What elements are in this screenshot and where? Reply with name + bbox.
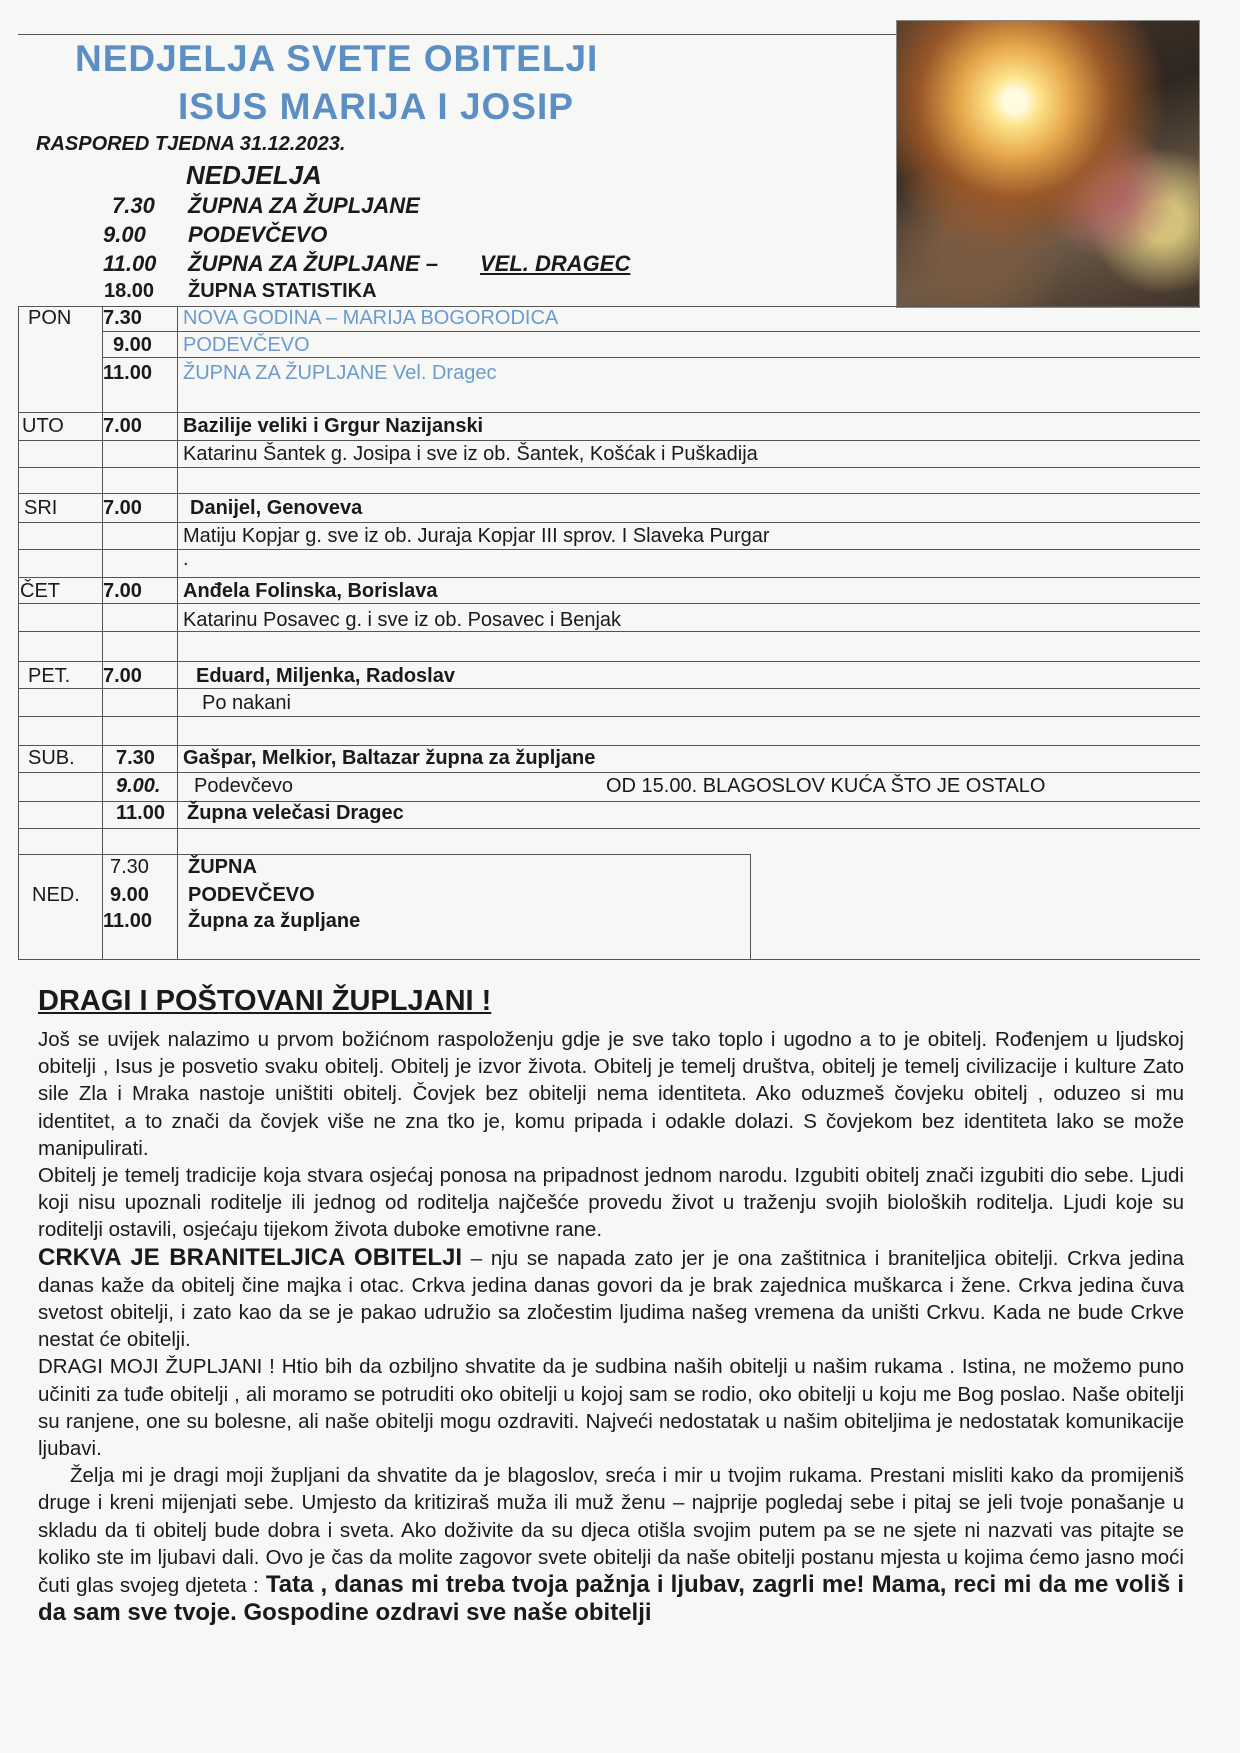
sri-intention: Matiju Kopjar g. sve iz ob. Juraja Kopjar III sprov. I Slaveka Purgar [183,525,770,547]
schedule-label: RASPORED TJEDNA 31.12.2023. [36,133,346,155]
sunday-time-3: 11.00 [103,251,157,276]
pon-time-2: 9.00 [113,334,152,356]
pet-intention: Po nakani [202,692,291,714]
grid-line [750,854,751,959]
sub-time-1: 7.30 [116,747,155,769]
sri-time: 7.00 [103,497,142,519]
uto-time: 7.00 [103,415,142,437]
day-cet: ČET [20,580,60,602]
grid-line [102,331,1200,332]
grid-line [18,828,1200,829]
message-body [38,1026,1184,1627]
message-heading: DRAGI I POŠTOVANI ŽUPLJANI ! [38,985,492,1017]
pet-time: 7.00 [103,665,142,687]
sunday-time-4: 18.00 [104,280,155,302]
sunday-mass-3-extra: VEL. DRAGEC [480,251,631,276]
ned-mass-1: ŽUPNA [188,856,257,878]
ned-time-3: 11.00 [103,910,152,932]
sunday-mass-2: PODEVČEVO [188,222,328,247]
day-ned: NED. [32,884,80,906]
day-pon: PON [28,307,72,329]
sri-saints: Danijel, Genoveva [190,497,363,519]
sunday-time-1: 7.30 [112,193,155,218]
grid-line [18,493,1200,494]
closing-prayer: Tata , danas mi treba tvoja pažnja i ljubav, zagrli me! Mama, reci mi da me voliš i da sam sve tvoje. Gospodine ozdravi sve naše obitelji [38,1571,1185,1627]
message-paragraph-3 [38,1244,1184,1354]
ned-mass-3: Župna za župljane [188,910,361,932]
uto-saints: Bazilije veliki i Grgur Nazijanski [183,415,484,437]
sub-note: OD 15.00. BLAGOSLOV KUĆA ŠTO JE OSTALO [606,775,1046,797]
sub-mass-3: Župna velečasi Dragec [187,802,404,824]
top-rule [18,34,896,35]
message-paragraph-2: Obitelj je temelj tradicije koja stvara osjećaj ponosa na pripadnost jednom narodu. Izgubiti obitelj znači izgubiti dio sebe. Ljudi koji nisu upoznali roditelje ili jednog od roditelja najčešće provedu život u traženju svojih bioloških roditelja. Ljudi koje su roditelji ostavili, osjećaju tijekom života duboke emotivne rane. [38,1164,1184,1242]
message-paragraph-3-text: – nju se napada zato jer je ona zaštitnica i braniteljica obitelji. Crkva jedina danas kaže da obitelj čine majka i otac. Crkva jedina danas govori da je brak zajednica muškarca i žene. Crkva jedina čuva svetost obitelji, i zato kao da se je pakao udružio sa zločestim ljudima našeg vremena da uništi Crkvu. Kada ne bude Crkve nestat će obitelji. [38,1246,1184,1352]
grid-line [18,716,1200,717]
grid-line [102,306,103,959]
holy-family-candle-image [896,20,1200,308]
title-line-2: ISUS MARIJA I JOSIP [178,86,574,127]
grid-line [18,745,1200,746]
grid-line [18,688,1200,689]
sri-dot: . [183,548,189,570]
sub-time-2: 9.00. [116,775,161,797]
grid-line [177,306,178,959]
sunday-mass-3: ŽUPNA ZA ŽUPLJANE – [188,251,439,276]
sub-mass-2: Podevčevo [194,775,293,797]
sub-mass-1: Gašpar, Melkior, Baltazar župna za župljane [183,747,596,769]
grid-line [102,357,1200,358]
grid-line [18,661,1200,662]
grid-line [18,522,1200,523]
pon-time-3: 11.00 [103,362,152,384]
day-uto: UTO [22,415,64,437]
title-line-1: NEDJELJA SVETE OBITELJI [75,38,599,79]
sub-time-3: 11.00 [116,802,165,824]
day-sub: SUB. [28,747,75,769]
ned-mass-2: PODEVČEVO [188,884,315,906]
grid-line [18,854,750,855]
grid-line [18,959,1200,960]
grid-line [18,467,1200,468]
ned-time-2: 9.00 [110,884,149,906]
message-paragraph-1: Još se uvijek nalazimo u prvom božićnom raspoloženju gdje je sve tako toplo i ugodno a to je obitelj. Rođenjem u ljudskoj obitelji , Isus je posvetio svaku obitelj. Obitelj je izvor života. Obitelj je temelj društva, obitelj je temelj civilizacije i kulture Zato sile Zla i Mraka nastoje uništiti obitelj. Čovjek bez obitelji nema identiteta. Ako oduzmeš čovjeku obitelj , oduzeo si mu identitet, a to znači da čovjek više ne zna tko je, komu pripada i odakle dolazi. S čovjekom bez identiteta lako se može manipulirati. [38,1028,1184,1160]
ned-time-1: 7.30 [110,856,149,878]
pet-saints: Eduard, Miljenka, Radoslav [196,665,455,687]
pon-mass-1: NOVA GODINA – MARIJA BOGORODICA [183,307,559,329]
cet-saints: Anđela Folinska, Borislava [183,580,438,602]
day-sri: SRI [24,497,58,519]
pon-mass-3: ŽUPNA ZA ŽUPLJANE Vel. Dragec [183,362,497,384]
uto-intention: Katarinu Šantek g. Josipa i sve iz ob. Šantek, Košćak i Puškadija [183,443,758,465]
grid-line [18,412,1200,413]
grid-line [18,772,1200,773]
sunday-mass-4: ŽUPNA STATISTIKA [188,280,377,302]
grid-line [18,603,1200,604]
cet-intention: Katarinu Posavec g. i sve iz ob. Posavec i Benjak [183,609,622,631]
day-pet: PET. [28,665,71,687]
message-paragraph-5 [38,1462,1184,1627]
church-defender-heading: CRKVA JE BRANITELJICA OBITELJI [38,1243,463,1271]
grid-line [18,306,19,959]
pon-mass-2: PODEVČEVO [183,334,310,356]
message-paragraph-5-text: Želja mi je dragi moji župljani da shvatite da je blagoslov, sreća i mir u tvojim rukama. Prestani misliti kako da promijeniš druge i kreni mijenjati sebe. Umjesto da kritiziraš muža ili muž ženu – najprije pogledaj sebe i pitaj se jeli tvoje ponašanje u skladu da ti obitelj bude dobra i sveta. Ako doživite da su djeca otišla svojim putem pa se ne sjete ni nazvati vas pitajte se koliko ste im ljubavi dali. Ovo je čas da molite zagovor svete obitelji da naše obitelji postanu mjesta u kojima ćemo jasno moći čuti glas svojeg djeteta : [38,1464,1184,1598]
sunday-time-2: 9.00 [103,222,146,247]
grid-line [18,577,1200,578]
grid-line [18,440,1200,441]
cet-time: 7.00 [103,580,142,602]
message-paragraph-4: DRAGI MOJI ŽUPLJANI ! Htio bih da ozbiljno shvatite da je sudbina naših obitelji u našim rukama . Istina, ne možemo puno učiniti za tuđe obitelji , ali moramo se potruditi oko obitelji u kojoj sam se rodio, oko obitelji u koju me Bog poslao. Naše obitelji su ranjene, one su bolesne, ali naše obitelji mogu ozdraviti. Najveći nedostatak u našim obiteljima je nedostatak komunikacije ljubavi. [38,1355,1184,1461]
grid-line [18,549,1200,550]
pon-time-1: 7.30 [103,307,142,329]
sunday-label: NEDJELJA [186,160,322,190]
sunday-mass-1: ŽUPNA ZA ŽUPLJANE [188,193,420,218]
